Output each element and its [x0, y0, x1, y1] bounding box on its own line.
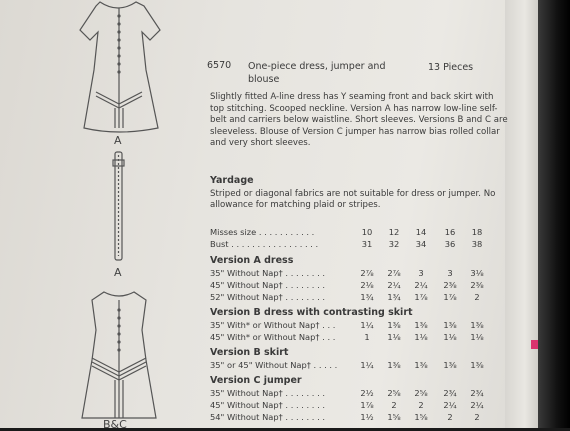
yardage-value: 1 — [364, 332, 370, 342]
yardage-value: 1¾ — [360, 292, 374, 302]
yardage-row-label: 35" With* or Without Nap† . . . — [210, 320, 336, 330]
yardage-value: 2 — [391, 400, 397, 410]
yardage-row-label: 35" Without Nap† . . . . . . . . — [210, 388, 325, 398]
yardage-value: 1⅞ — [443, 292, 457, 302]
dress-illustrations — [0, 0, 200, 428]
size-value: 12 — [388, 227, 400, 237]
bust-label: Bust . . . . . . . . . . . . . . . . . — [210, 239, 319, 249]
bust-value: 31 — [361, 239, 373, 249]
yardage-row-label: 45" Without Nap† . . . . . . . . — [210, 280, 325, 290]
yardage-value: 1½ — [360, 412, 374, 422]
yardage-note: Striped or diagonal fabrics are not suitable for dress or jumper. No allowance for matching plaid or stripes. — [210, 189, 496, 210]
yardage-value: 2⅞ — [360, 268, 374, 278]
bust-value: 36 — [444, 239, 456, 249]
label-version-a-belt: A — [114, 266, 122, 279]
yardage-value: 1¾ — [387, 292, 401, 302]
misses-size-label: Misses size . . . . . . . . . . . — [210, 227, 315, 237]
yardage-value: 1⅛ — [470, 332, 484, 342]
yardage-value: 2½ — [360, 388, 374, 398]
yardage-value: 2⅝ — [387, 388, 401, 398]
size-value: 16 — [444, 227, 456, 237]
yardage-value: 1⅝ — [387, 412, 401, 422]
yardage-value: 2¼ — [387, 280, 401, 290]
yardage-value: 2¾ — [470, 388, 484, 398]
pattern-number: 6570 — [207, 60, 232, 71]
pieces-count: 13 Pieces — [428, 62, 474, 73]
yardage-value: 1⅜ — [443, 320, 457, 330]
yardage-value: 2 — [418, 400, 424, 410]
yardage-value: 3 — [418, 268, 424, 278]
yardage-row-label: 35" Without Nap† . . . . . . . . — [210, 268, 325, 278]
section-title: Version C jumper — [210, 375, 302, 386]
yardage-row-label: 45" With* or Without Nap† . . . — [210, 332, 336, 342]
yardage-row-label: 35" or 45" Without Nap† . . . . . — [210, 360, 338, 370]
yardage-value: 1¼ — [360, 360, 374, 370]
yardage-value: 1⅜ — [414, 320, 428, 330]
label-version-a: A — [114, 134, 122, 147]
bust-value: 34 — [415, 239, 427, 249]
yardage-value: 2⅞ — [387, 268, 401, 278]
yardage-value: 1¼ — [360, 320, 374, 330]
yardage-value: 1⅜ — [387, 320, 401, 330]
pink-mark — [531, 340, 538, 349]
label-version-bc: B&C — [103, 418, 127, 431]
yardage-value: 2¼ — [443, 400, 457, 410]
yardage-row-label: 45" Without Nap† . . . . . . . . — [210, 400, 325, 410]
yardage-value: 2¼ — [470, 400, 484, 410]
yardage-row-label: 52" Without Nap† . . . . . . . . — [210, 292, 325, 302]
yardage-value: 2⅜ — [443, 280, 457, 290]
yardage-value: 1⅜ — [414, 360, 428, 370]
pattern-description: Slightly fitted A-line dress has Y seaming front and back skirt with top stitching. Scooped neckline. Version A has narrow low-line self-belt and carriers below waistline. Short sleeves. Versions B and C are sleeveless. Blouse of Version C jumper has narrow bias rolled collar and very short sleeves. — [210, 92, 508, 149]
yardage-value: 3⅛ — [470, 268, 484, 278]
size-value: 10 — [361, 227, 373, 237]
paper-edge — [505, 0, 538, 428]
section-title: Version B skirt — [210, 347, 289, 358]
yardage-value: 1⅞ — [414, 292, 428, 302]
pattern-title: One-piece dress, jumper and blouse — [248, 61, 386, 85]
dress-a-illustration — [80, 2, 160, 132]
yardage-value: 1⅞ — [360, 400, 374, 410]
bust-value: 38 — [471, 239, 483, 249]
yardage-value: 2⅝ — [414, 388, 428, 398]
yardage-row-label: 54" Without Nap† . . . . . . . . — [210, 412, 325, 422]
yardage-value: 3 — [447, 268, 453, 278]
yardage-value: 2⅜ — [470, 280, 484, 290]
yardage-value: 1⅜ — [470, 320, 484, 330]
yardage-value: 1⅜ — [470, 360, 484, 370]
yardage-value: 1⅛ — [387, 332, 401, 342]
yardage-value: 2 — [474, 412, 480, 422]
section-title: Version A dress — [210, 255, 294, 266]
size-value: 14 — [415, 227, 427, 237]
yardage-value: 1⅜ — [443, 360, 457, 370]
bust-value: 32 — [388, 239, 400, 249]
dress-bc-illustration — [82, 292, 156, 418]
yardage-value: 2¾ — [443, 388, 457, 398]
yardage-heading: Yardage — [210, 175, 254, 186]
belt-illustration — [113, 152, 124, 260]
yardage-value: 2 — [447, 412, 453, 422]
background-strip — [538, 0, 570, 428]
yardage-value: 2⅛ — [360, 280, 374, 290]
yardage-value: 1⅝ — [414, 412, 428, 422]
yardage-value: 2¼ — [414, 280, 428, 290]
yardage-value: 1⅜ — [387, 360, 401, 370]
section-title: Version B dress with contrasting skirt — [210, 307, 413, 318]
yardage-value: 1⅛ — [443, 332, 457, 342]
yardage-value: 1⅛ — [414, 332, 428, 342]
size-value: 18 — [471, 227, 483, 237]
yardage-value: 2 — [474, 292, 480, 302]
